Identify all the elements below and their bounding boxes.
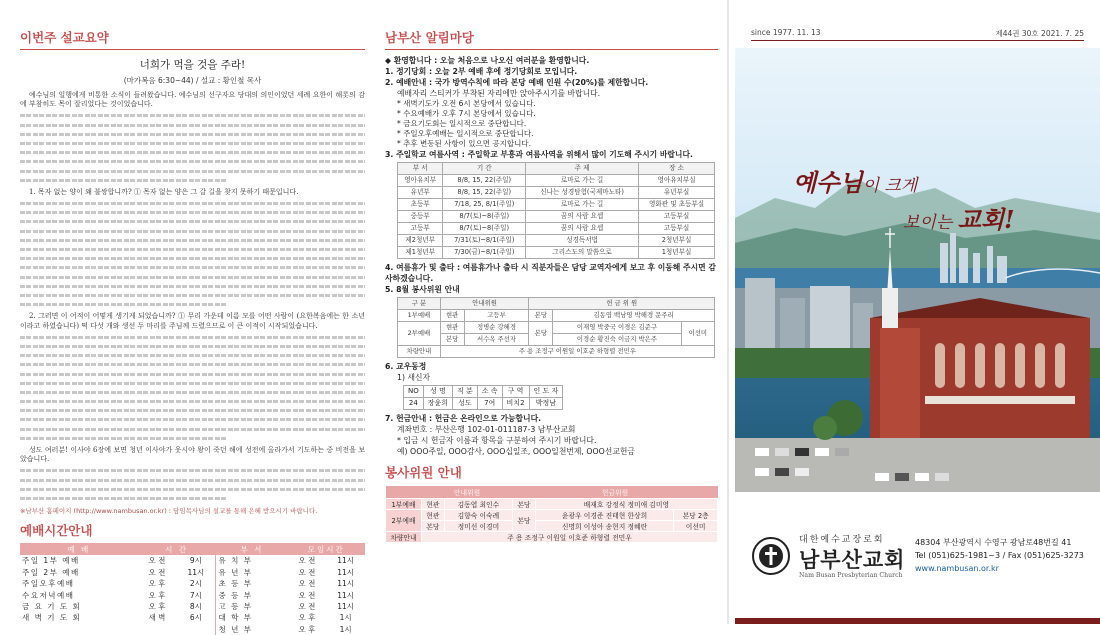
table-cell: 서수옥 주선자 — [464, 334, 529, 346]
worship-section-title: 예배시간안내 — [20, 523, 93, 539]
worship-cell: 오 전 — [298, 567, 316, 577]
notice-item-2-bullets — [385, 99, 718, 149]
table-header: 헌금위원 — [513, 486, 718, 498]
notice-item-5: 5. 8월 봉사위원 안내 — [385, 285, 460, 294]
worship-cell: 11시 — [337, 601, 355, 611]
table-cell: 장윤희 — [423, 398, 452, 410]
table-cell: 제1청년부 — [398, 247, 443, 259]
worship-row — [20, 601, 365, 612]
table-row — [398, 211, 715, 223]
table-cell: 고등부 — [464, 310, 529, 322]
sermon-paragraph: 예수님의 일행에게 비통한 소식이 들려왔습니다. 예수님의 선구자요 당대의 의인이었던 세례 요한이 해롯의 감에 부참히도 목이 잘리었다는 것이었습니다. — [20, 91, 365, 109]
worship-header: 시 간 — [138, 543, 216, 555]
table-cell: 본당 — [440, 334, 464, 346]
table-cell: 영아유치부실 — [639, 175, 715, 187]
worship-cell: 주일오후예배 — [22, 579, 75, 589]
table-cell: 정미선 이경미 — [444, 520, 512, 531]
sermon-title: 너희가 먹을 것을 주라! — [139, 59, 246, 71]
notice-item-7: 7. 헌금안내 : 헌금은 온라인으로 가능합니다. — [385, 414, 542, 423]
table-cell: 24 — [404, 398, 424, 410]
worship-cell: 금 요 기 도 회 — [22, 601, 82, 611]
homepage-note: ※남부산 홈페이지 (http://www.nambusan.or.kr) : 담임목사님의 설교를 통해 은혜 받으시기 바랍니다. — [20, 507, 318, 516]
table-cell: 8/7(토)~8(주일) — [443, 223, 526, 235]
table-cell: 현관 — [422, 498, 445, 509]
cover-footer — [735, 500, 1100, 624]
table-header: 주 제 — [526, 163, 639, 175]
table-cell: 이선미 — [681, 322, 714, 346]
worship-cell: 1시 — [339, 613, 352, 623]
table-cell: 2청년부실 — [639, 235, 715, 247]
notice-bullet: * 추후 변동된 사항이 있으면 공지합니다. — [397, 139, 531, 148]
worship-cell: 오 후 — [148, 590, 166, 600]
worship-cell: 오 후 — [148, 579, 166, 589]
table-cell: 성도 — [453, 398, 478, 410]
table-cell: 배재호 강정식 정미애 김미영 — [535, 498, 717, 509]
notice-item-1: 1. 정기당회 : 오늘 2부 예배 후에 정기당회로 모입니다. — [385, 67, 578, 76]
table-header: 직 분 — [453, 386, 478, 398]
cover-page — [735, 0, 1100, 624]
notice-bullet: * 주일오후예배는 일시적으로 중단합니다. — [397, 129, 534, 138]
table-cell: 이재영 박중국 이경은 김준구 — [553, 322, 681, 334]
worship-cell: 대 학 부 — [216, 612, 288, 623]
table-row — [398, 223, 715, 235]
table-cell: 꿈의 사람 요셉 — [526, 211, 639, 223]
worship-cell: 새 벽 기 도 회 — [22, 613, 82, 623]
city-church-illustration — [735, 48, 1100, 492]
worship-cell: 11시 — [337, 567, 355, 577]
cover-slogan-line1: 예수님이 크게 — [793, 168, 918, 197]
table-header: NO — [404, 386, 424, 398]
notices-section-title: 남부산 알림마당 — [385, 30, 474, 45]
church-photo — [735, 48, 1100, 492]
worship-cell: 1시 — [339, 624, 352, 634]
table-header: 구 분 — [398, 298, 441, 310]
worship-cell: 중 등 부 — [216, 589, 288, 600]
table-cell: 1청년부실 — [639, 247, 715, 259]
table-cell: 2부예배 — [386, 509, 422, 531]
table-cell: 중등부 — [398, 211, 443, 223]
worship-cell: 청 년 부 — [216, 624, 288, 635]
worship-cell: 11시 — [187, 567, 205, 577]
sermon-paragraph: 2. 그러면 이 어적이 어떻게 생기게 되었습니까? ① 무리 가운데 이름 모를 어떤 사람이 (요한복음에는 한 소년이라고 하였습니다) 떡 다섯 개와 생선 두 마리를 주님께 드렸으므로 이 큰 이적이 시작되었습니다. — [20, 312, 365, 330]
table-cell: 제2청년부 — [398, 235, 443, 247]
table-row — [398, 175, 715, 187]
table-cell: 주 용 조정구 이원일 이호준 하형렬 전민우 — [422, 531, 718, 542]
table-cell: 꿈의 사람 요셉 — [526, 223, 639, 235]
table-cell: 김동엽 백남영 박해경 문주리 — [553, 310, 715, 322]
worship-row — [20, 612, 365, 623]
table-cell: 김동엽 최인수 — [444, 498, 512, 509]
since-date: since 1977. 11. 13 — [751, 28, 821, 37]
worship-cell: 오 전 — [298, 556, 316, 566]
table-cell: 본당 — [529, 322, 553, 346]
notice-item-3: 3. 주일학교 여름사역 : 주일학교 부흥과 여름사역을 위해서 많이 기도해 주시기 바랍니다. — [385, 150, 693, 159]
worship-cell: 오 전 — [148, 556, 166, 566]
church-contact — [915, 536, 1084, 575]
sermon-reference: (마가복음 6:30~44) / 설교 : 황인철 목사 — [123, 76, 262, 85]
table-cell: 성경독서법 — [526, 235, 639, 247]
table-cell: 차량안내 — [398, 346, 441, 358]
table-cell: 차량안내 — [386, 531, 422, 542]
table-cell: 본당 — [513, 498, 536, 509]
worship-cell: 유 치 부 — [216, 555, 288, 566]
notice-item-6: 6. 교우동정 — [385, 362, 427, 371]
church-website-link[interactable]: www.nambusan.or.kr — [915, 564, 999, 573]
worship-cell — [176, 624, 216, 635]
worship-cell: 새 벽 — [148, 613, 166, 623]
worship-cell — [20, 624, 138, 635]
table-cell: 본당 — [422, 520, 445, 531]
table-cell: 8/8, 15, 22(주일) — [443, 175, 526, 187]
table-cell: 본당 — [513, 509, 536, 531]
worship-row — [20, 589, 365, 600]
worship-row — [20, 555, 365, 566]
notice-bullet: * 금요기도회는 일시적으로 중단합니다. — [397, 119, 527, 128]
worship-cell: 11시 — [337, 590, 355, 600]
table-header: 소 속 — [477, 386, 502, 398]
table-cell: 현관 — [440, 322, 464, 334]
table-cell: 이선미 — [674, 520, 718, 531]
table-header: 안내위원 — [440, 298, 529, 310]
worship-cell: 주일 2부 예배 — [22, 567, 80, 577]
table-cell: 본당 2층 — [674, 509, 718, 520]
table-cell: 신명희 이성아 송현지 정혜란 — [535, 520, 674, 531]
worship-cell — [138, 624, 177, 635]
worship-cell: 11시 — [337, 556, 355, 566]
table-cell: 8/7(토)~8(주일) — [443, 211, 526, 223]
notice-item-6-sub: 1) 새신자 — [397, 373, 431, 382]
notices-body — [385, 55, 718, 457]
cover-slogan-line2: 보이는 교회! — [903, 205, 1015, 234]
offering-example: 예) OOO주일, OOO감사, OOO십일조, OOO일천번제, OOO선교헌금 — [397, 447, 635, 456]
table-cell: 고등부실 — [639, 211, 715, 223]
worship-row — [20, 578, 365, 589]
table-cell: 7/30(금)~8/1(주일) — [443, 247, 526, 259]
church-name: 남부산교회 — [799, 548, 906, 572]
sermon-column — [20, 28, 365, 634]
table-cell: 1부예배 — [398, 310, 441, 322]
page-fold — [727, 0, 729, 624]
table-cell: 주 용 조정구 이원일 이호준 하형렬 전민우 — [440, 346, 714, 358]
section-divider — [20, 49, 365, 50]
worship-cell: 9시 — [189, 556, 202, 566]
notice-bullet: * 새벽기도가 오전 6시 본당에서 있습니다. — [397, 99, 536, 108]
worship-header: 부 서 — [216, 543, 288, 555]
table-cell: 7/31(토)~8/1(주일) — [443, 235, 526, 247]
volume-date: 제44권 30호 2021. 7. 25 — [995, 29, 1084, 38]
worship-row — [20, 567, 365, 578]
church-address: 48304 부산광역시 수영구 광남로48번길 41 — [915, 538, 1072, 547]
table-cell: 박정남 — [529, 398, 563, 410]
table-cell: 정병순 강혜경 — [464, 322, 529, 334]
sermon-paragraph: 성도 여러분! 이사야 6장에 보면 청년 이사야가 웃시야 왕이 죽던 해에 성전에 올라가서 기도하는 중 비전을 보았습니다. — [20, 446, 365, 464]
notice-bullet: * 수요예배가 오후 7시 본당에서 있습니다. — [397, 109, 536, 118]
church-english-name: Nam Busan Presbyterian Church — [799, 572, 903, 579]
volunteers-section-title: 봉사위원 안내 — [385, 465, 462, 480]
worship-cell: 초 등 부 — [216, 578, 288, 589]
table-cell: 고등부 — [398, 223, 443, 235]
worship-cell: 오 전 — [298, 601, 316, 611]
cover-rule — [751, 40, 1084, 41]
section-divider — [385, 49, 718, 50]
table-row — [398, 199, 715, 211]
table-header: 헌 금 위 원 — [529, 298, 715, 310]
worship-row — [20, 624, 365, 635]
sermon-paragraph: 1. 목자 없는 양이 왜 불쌍합니까? ① 목자 없는 양은 그 갈 길을 찾지 못하기 때문입니다. — [29, 187, 299, 196]
worship-cell: 오 전 — [148, 567, 166, 577]
notice-item-4: 4. 여름휴가 및 출타 : 여름휴가나 출타 시 직분자들은 담당 교역자에게 보고 후 이동해 주시면 감사하겠습니다. — [385, 263, 716, 283]
offering-note: * 입금 시 헌금자 이름과 항목을 구분하여 주시기 바랍니다. — [397, 436, 597, 445]
table-cell: 로마로 가는 길 — [526, 199, 639, 211]
table-cell: 유년부실 — [639, 187, 715, 199]
notice-item-2: 2. 예배안내 : 국가 방역수칙에 따라 본당 예배 인원 수(20%)를 제한합니다. — [385, 78, 649, 87]
table-cell: 2부예배 — [398, 322, 441, 346]
worship-header: 모임시간 — [288, 543, 365, 555]
volunteers-table — [385, 486, 718, 543]
table-row — [398, 247, 715, 259]
worship-cell: 11시 — [337, 579, 355, 589]
church-seal-icon — [751, 536, 791, 576]
worship-cell: 오 후 — [298, 613, 316, 623]
table-header: 기 간 — [443, 163, 526, 175]
table-header: 안내위원 — [422, 486, 513, 498]
table-header: 구 역 — [502, 386, 529, 398]
worship-cell: 수요저녁예배 — [22, 590, 75, 600]
notice-welcome: ◆ 환영합니다 : 오늘 처음으로 나오신 여러분을 환영합니다. — [385, 56, 590, 65]
table-cell: 영화관 및 초등부실 — [639, 199, 715, 211]
table-row — [398, 187, 715, 199]
table-cell: 8/8, 15, 22(주일) — [443, 187, 526, 199]
table-cell: 영아유치부 — [398, 175, 443, 187]
denomination: 대한예수교장로회 — [799, 535, 885, 545]
worship-times-table — [20, 543, 365, 635]
church-phone: Tel (051)625-1981~3 / Fax (051)625-3273 — [915, 551, 1084, 560]
table-cell: 비치2 — [502, 398, 529, 410]
worship-cell: 고 등 부 — [216, 601, 288, 612]
august-volunteer-table — [397, 297, 715, 358]
table-cell: 김향숙 이숙례 — [444, 509, 512, 520]
table-cell: 현관 — [440, 310, 464, 322]
worship-cell: 오 전 — [298, 579, 316, 589]
table-cell: 윤광우 이경준 진태현 한상희 — [535, 509, 674, 520]
worship-cell: 오 후 — [298, 624, 316, 634]
worship-cell: 7시 — [189, 590, 202, 600]
worship-cell: 6시 — [189, 613, 202, 623]
table-row — [398, 235, 715, 247]
worship-cell: 8시 — [189, 601, 202, 611]
notices-column — [385, 28, 718, 618]
table-header: 성 명 — [423, 386, 452, 398]
worship-cell: 오 후 — [148, 601, 166, 611]
cover-bottom-bar — [735, 618, 1100, 624]
notice-item-2-sub: 예배자리 스티커가 부착된 자리에만 앉아주시기를 바랍니다. — [397, 89, 601, 98]
table-cell: 로마로 가는 길 — [526, 175, 639, 187]
table-cell: 신나는 성경탐험(국제마노타) — [526, 187, 639, 199]
newcomer-table — [403, 385, 563, 410]
offering-account: 계좌번호 : 부산은행 102-01-011187-3 남부산교회 — [397, 425, 576, 434]
table-header: 인 도 자 — [529, 386, 563, 398]
worship-cell: 유 년 부 — [216, 567, 288, 578]
table-cell: 7여 — [477, 398, 502, 410]
worship-header: 예 배 — [20, 543, 138, 555]
table-header: 부 서 — [398, 163, 443, 175]
sermon-body — [20, 91, 365, 503]
table-cell: 그리스도의 말씀으로 — [526, 247, 639, 259]
table-cell: 유년부 — [398, 187, 443, 199]
worship-cell: 2시 — [189, 579, 202, 589]
table-cell: 이경순 황진숙 이금지 박은주 — [553, 334, 681, 346]
sermon-section-title: 이번주 설교요약 — [20, 30, 109, 45]
table-cell: 현관 — [422, 509, 445, 520]
summer-ministry-table — [397, 162, 715, 259]
table-cell: 고등부실 — [639, 223, 715, 235]
worship-cell: 오 전 — [298, 590, 316, 600]
table-cell: 1부예배 — [386, 498, 422, 509]
table-cell: 7/18, 25, 8/1(주일) — [443, 199, 526, 211]
table-cell: 본당 — [529, 310, 553, 322]
table-cell: 초등부 — [398, 199, 443, 211]
worship-cell: 주일 1부 예배 — [22, 556, 80, 566]
table-header: 장 소 — [639, 163, 715, 175]
